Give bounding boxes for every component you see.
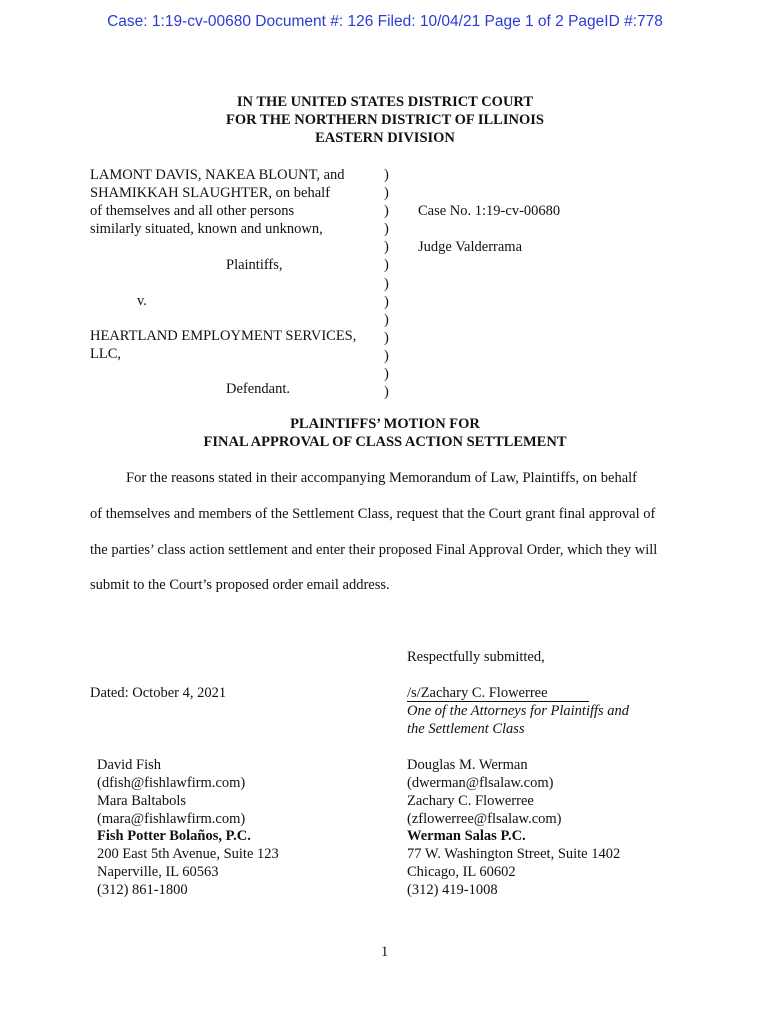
body-line-4: submit to the Court’s proposed order email address.	[90, 577, 390, 593]
counsel-right-line-1: Douglas M. Werman	[407, 757, 528, 773]
motion-title-line-2: FINAL APPROVAL OF CLASS ACTION SETTLEMENT	[203, 434, 567, 450]
counsel-left-phone: (312) 861-1800	[97, 882, 188, 898]
paren: )	[384, 293, 389, 310]
paren: )	[384, 347, 389, 364]
paren: )	[384, 257, 389, 274]
signer-name: /s/Zachary C. Flowerree	[407, 685, 548, 701]
defendant-label: Defendant.	[226, 381, 291, 397]
counsel-left-firm: Fish Potter Bolaños, P.C.	[97, 828, 251, 844]
court-name-line-2: FOR THE NORTHERN DISTRICT OF ILLINOIS	[226, 112, 544, 128]
paren: )	[384, 329, 389, 346]
counsel-left-line-2: (dfish@fishlawfirm.com)	[97, 775, 246, 791]
counsel-right-firm: Werman Salas P.C.	[407, 828, 526, 844]
defendant-line-1: HEARTLAND EMPLOYMENT SERVICES,	[90, 328, 357, 344]
plaintiffs-line-4: similarly situated, known and unknown,	[90, 221, 323, 237]
counsel-left-line-4: (mara@fishlawfirm.com)	[97, 811, 246, 827]
paren: )	[384, 203, 389, 220]
counsel-right-address-2: Chicago, IL 60602	[407, 864, 516, 880]
court-name-line-1: IN THE UNITED STATES DISTRICT COURT	[236, 94, 534, 110]
body-line-1: For the reasons stated in their accompanying Memorandum of Law, Plaintiffs, on behalf	[126, 470, 637, 486]
motion-title-line-1: PLAINTIFFS’ MOTION FOR	[290, 416, 480, 432]
ecf-header-stamp: Case: 1:19-cv-00680 Document #: 126 Filed: 10/04/21 Page 1 of 2 PageID #:778	[107, 13, 663, 30]
paren: )	[384, 185, 389, 202]
dated-line: Dated: October 4, 2021	[90, 685, 227, 701]
counsel-left-address-1: 200 East 5th Avenue, Suite 123	[97, 846, 279, 862]
plaintiffs-line-2: SHAMIKKAH SLAUGHTER, on behalf	[90, 185, 331, 201]
paren: )	[384, 239, 389, 256]
signature-line	[407, 684, 589, 702]
paren: )	[384, 311, 389, 328]
paren: )	[384, 221, 389, 238]
page-number: 1	[381, 944, 389, 960]
counsel-left-line-3: Mara Baltabols	[97, 793, 186, 809]
plaintiffs-line-1: LAMONT DAVIS, NAKEA BLOUNT, and	[90, 167, 345, 183]
counsel-right-line-3: Zachary C. Flowerree	[407, 793, 534, 809]
attorney-role-line-2: the Settlement Class	[407, 721, 525, 737]
respectfully-submitted: Respectfully submitted,	[407, 649, 545, 665]
counsel-left-line-1: David Fish	[97, 757, 162, 773]
counsel-left-address-2: Naperville, IL 60563	[97, 864, 219, 880]
judge-name: Judge Valderrama	[418, 239, 523, 255]
versus: v.	[137, 293, 147, 309]
court-division: EASTERN DIVISION	[315, 130, 455, 146]
case-number: Case No. 1:19-cv-00680	[418, 203, 561, 219]
attorney-role-line-1: One of the Attorneys for Plaintiffs and	[407, 703, 630, 719]
paren: )	[384, 167, 389, 183]
paren: )	[384, 366, 389, 383]
paren: )	[384, 275, 389, 292]
counsel-right-phone: (312) 419-1008	[407, 882, 498, 898]
body-line-2: of themselves and members of the Settlement Class, request that the Court grant final approval of	[90, 506, 656, 522]
plaintiffs-line-3: of themselves and all other persons	[90, 203, 295, 219]
defendant-line-2: LLC,	[90, 346, 122, 362]
caption-paren-column	[384, 166, 389, 401]
body-line-3: the parties’ class action settlement and enter their proposed Final Approval Order, which they will	[90, 542, 658, 558]
counsel-right-address-1: 77 W. Washington Street, Suite 1402	[407, 846, 621, 862]
paren: )	[384, 384, 389, 401]
plaintiffs-label: Plaintiffs,	[226, 257, 283, 273]
counsel-right-line-2: (dwerman@flsalaw.com)	[407, 775, 554, 791]
counsel-right-line-4: (zflowerree@flsalaw.com)	[407, 811, 562, 827]
